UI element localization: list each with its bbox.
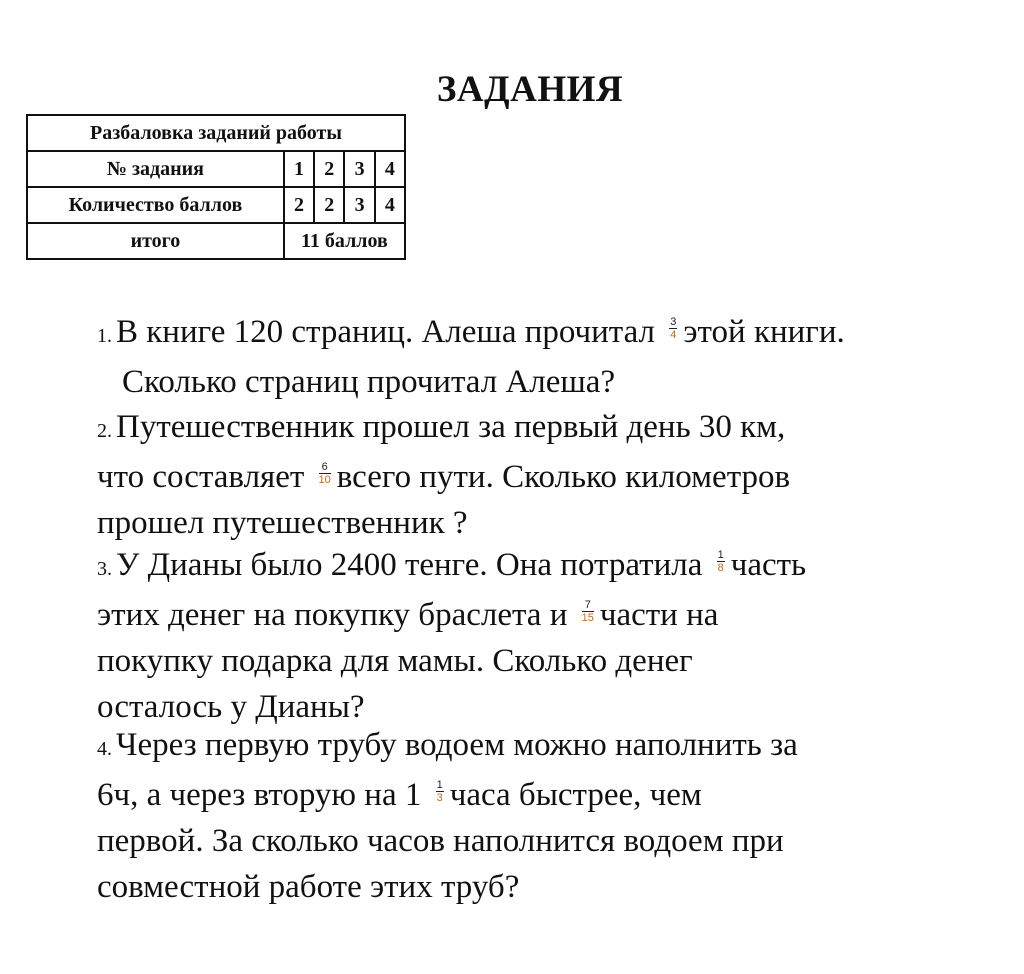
task-text: Путешественник прошел за первый день 30 км, — [116, 409, 786, 445]
task-line — [97, 309, 997, 359]
fraction-numerator: 1 — [436, 778, 443, 791]
points-cell: 2 — [284, 187, 314, 223]
task-line — [97, 772, 997, 818]
task-text: Через первую трубу водоем можно наполнить за — [116, 727, 798, 763]
task-line — [97, 359, 997, 405]
task-text: покупку подарка для мамы. Сколько денег — [97, 643, 693, 679]
points-label: Количество баллов — [27, 187, 284, 223]
task-text: 6ч, а через вторую на 1 — [97, 777, 422, 813]
task-number-label: № задания — [27, 151, 284, 187]
task-line — [97, 818, 997, 864]
task-line — [97, 500, 997, 546]
fraction — [717, 549, 725, 574]
fraction-numerator: 1 — [717, 548, 724, 561]
fraction-denominator: 10 — [318, 473, 331, 486]
task-line — [97, 592, 997, 638]
task-text: В книге 120 страниц. Алеша прочитал — [116, 314, 656, 350]
score-table-caption: Разбаловка заданий работы — [27, 115, 405, 151]
task-line — [97, 864, 997, 910]
points-row — [27, 187, 405, 223]
task-text: часа быстрее, чем — [449, 777, 702, 813]
task-text: части на — [599, 597, 719, 633]
points-cell: 4 — [375, 187, 405, 223]
fraction — [436, 779, 444, 804]
task-line — [97, 638, 997, 684]
task-number-cell: 3 — [344, 151, 374, 187]
fraction-denominator: 3 — [436, 791, 443, 804]
task-4 — [97, 722, 997, 910]
fraction — [582, 599, 594, 624]
page-title: ЗАДАНИЯ — [436, 69, 624, 110]
task-text: прошел путешественник ? — [97, 505, 468, 541]
task-1 — [97, 309, 997, 405]
task-3 — [97, 542, 997, 730]
task-text: У Дианы было 2400 тенге. Она потратила — [116, 547, 703, 583]
fraction — [319, 461, 331, 486]
task-number: 3. — [97, 558, 112, 580]
task-number-row — [27, 151, 405, 187]
total-label: итого — [27, 223, 284, 259]
score-table — [26, 114, 406, 260]
task-text: всего пути. Сколько километров — [336, 459, 791, 495]
task-text: осталось у Дианы? — [97, 689, 365, 725]
task-text: первой. За сколько часов наполнится водоем при — [97, 823, 784, 859]
points-cell: 2 — [314, 187, 344, 223]
fraction-numerator: 7 — [582, 599, 594, 612]
task-text: этой книги. — [683, 314, 845, 350]
fraction-denominator: 4 — [670, 328, 677, 341]
task-number: 4. — [97, 738, 112, 760]
total-row — [27, 223, 405, 259]
task-2 — [97, 404, 997, 546]
fraction-denominator: 8 — [717, 561, 724, 574]
task-number-cell: 4 — [375, 151, 405, 187]
task-number: 2. — [97, 420, 112, 442]
total-value: 11 баллов — [284, 223, 405, 259]
task-number-cell: 1 — [284, 151, 314, 187]
fraction-denominator: 15 — [581, 611, 594, 624]
task-text: Сколько страниц прочитал Алеша? — [122, 364, 616, 400]
fraction-numerator: 6 — [319, 461, 331, 474]
fraction-numerator: 3 — [670, 315, 677, 328]
points-cell: 3 — [344, 187, 374, 223]
task-number-cell: 2 — [314, 151, 344, 187]
task-line — [97, 542, 997, 592]
task-line — [97, 722, 997, 772]
fraction — [669, 316, 677, 341]
task-text: этих денег на покупку браслета и — [97, 597, 568, 633]
task-text: часть — [730, 547, 807, 583]
task-text: что составляет — [97, 459, 305, 495]
task-number: 1. — [97, 325, 112, 347]
task-text: совместной работе этих труб? — [97, 869, 520, 905]
task-line — [97, 404, 997, 454]
task-line — [97, 454, 997, 500]
